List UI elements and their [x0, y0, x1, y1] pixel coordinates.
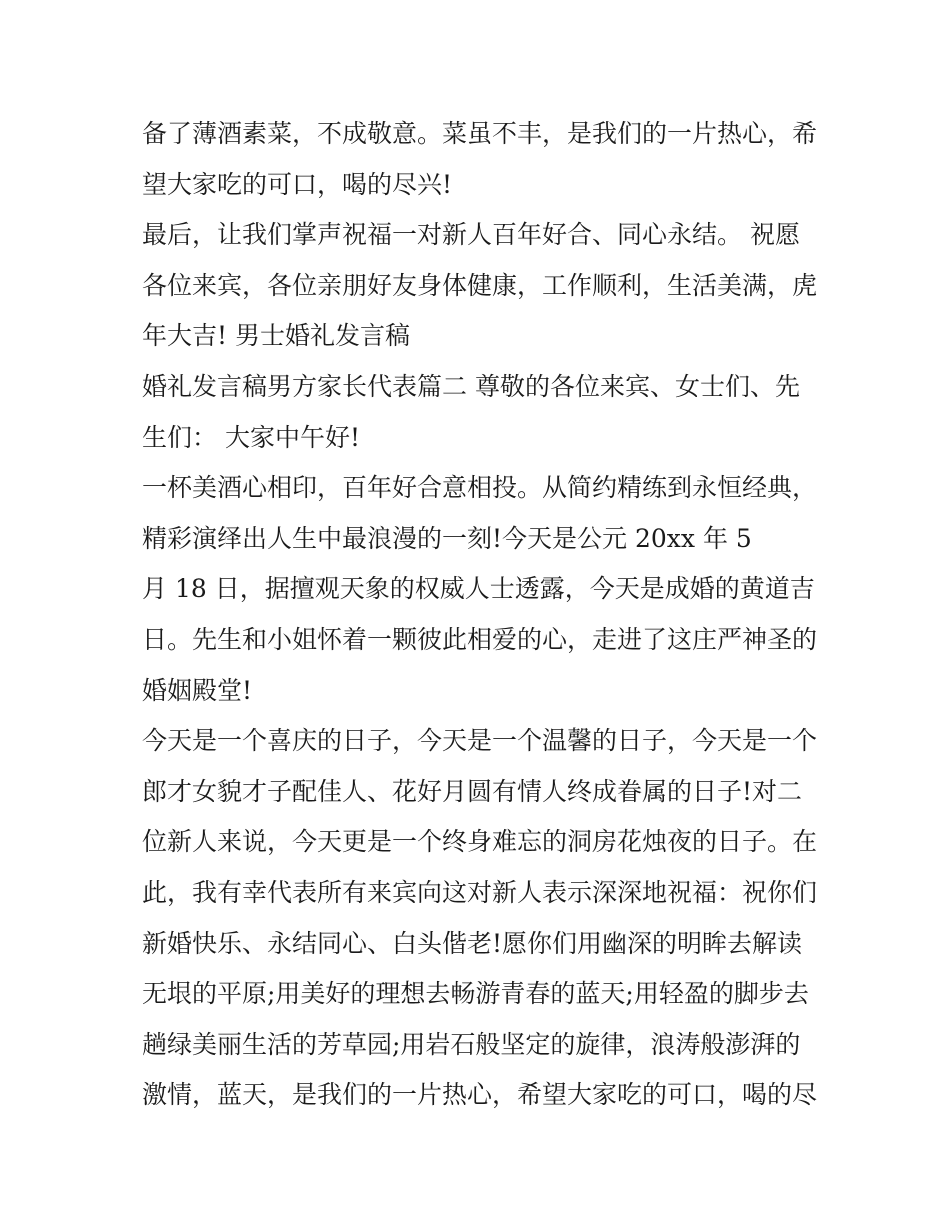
text-line: 趟绿美丽生活的芳草园;用岩石般坚定的旋律，浪涛般澎湃的 — [142, 1029, 801, 1059]
text-line: 郎才女貌才子配佳人、花好月圆有情人终成眷属的日子!对二 — [142, 776, 803, 806]
text-line: 年大吉! 男士婚礼发言稿 — [142, 321, 410, 351]
text-line: 婚礼发言稿男方家长代表篇二 尊敬的各位来宾、女士们、先 — [142, 371, 800, 401]
text-line: 望大家吃的可口，喝的尽兴! — [142, 169, 453, 199]
text-line: 备了薄酒素菜，不成敬意。菜虽不丰，是我们的一片热心，希 — [142, 119, 818, 148]
text-line: 最后，让我们掌声祝福一对新人百年好合、同心永结。 祝愿 — [142, 220, 800, 250]
document-body — [142, 109, 822, 1121]
text-line: 生们： 大家中午好! — [142, 422, 360, 452]
text-line: 位新人来说，今天更是一个终身难忘的洞房花烛夜的日子。在 — [142, 827, 818, 857]
text-line: 各位来宾，各位亲朋好友身体健康，工作顺利，生活美满，虎 — [142, 270, 818, 300]
text-line: 无垠的平原;用美好的理想去畅游青春的蓝天;用轻盈的脚步去 — [142, 979, 809, 1009]
text-line: 今天是一个喜庆的日子，今天是一个温馨的日子，今天是一个 — [142, 726, 818, 756]
text-line: 激情，蓝天，是我们的一片热心，希望大家吃的可口，喝的尽 — [142, 1080, 818, 1110]
text-line: 婚姻殿堂! — [142, 675, 253, 705]
text-line: 一杯美酒心相印，百年好合意相投。从简约精练到永恒经典， — [142, 473, 818, 503]
text-line: 精彩演绎出人生中最浪漫的一刻!今天是公元 20xx 年 5 — [142, 523, 752, 553]
text-line: 此，我有幸代表所有来宾向这对新人表示深深地祝福：祝你们 — [142, 877, 818, 907]
text-line: 月 18 日，据擅观天象的权威人士透露，今天是成婚的黄道吉 — [142, 574, 815, 604]
text-line: 新婚快乐、永结同心、白头偕老!愿你们用幽深的明眸去解读 — [142, 928, 803, 958]
text-line: 日。先生和小姐怀着一颗彼此相爱的心，走进了这庄严神圣的 — [142, 624, 818, 654]
